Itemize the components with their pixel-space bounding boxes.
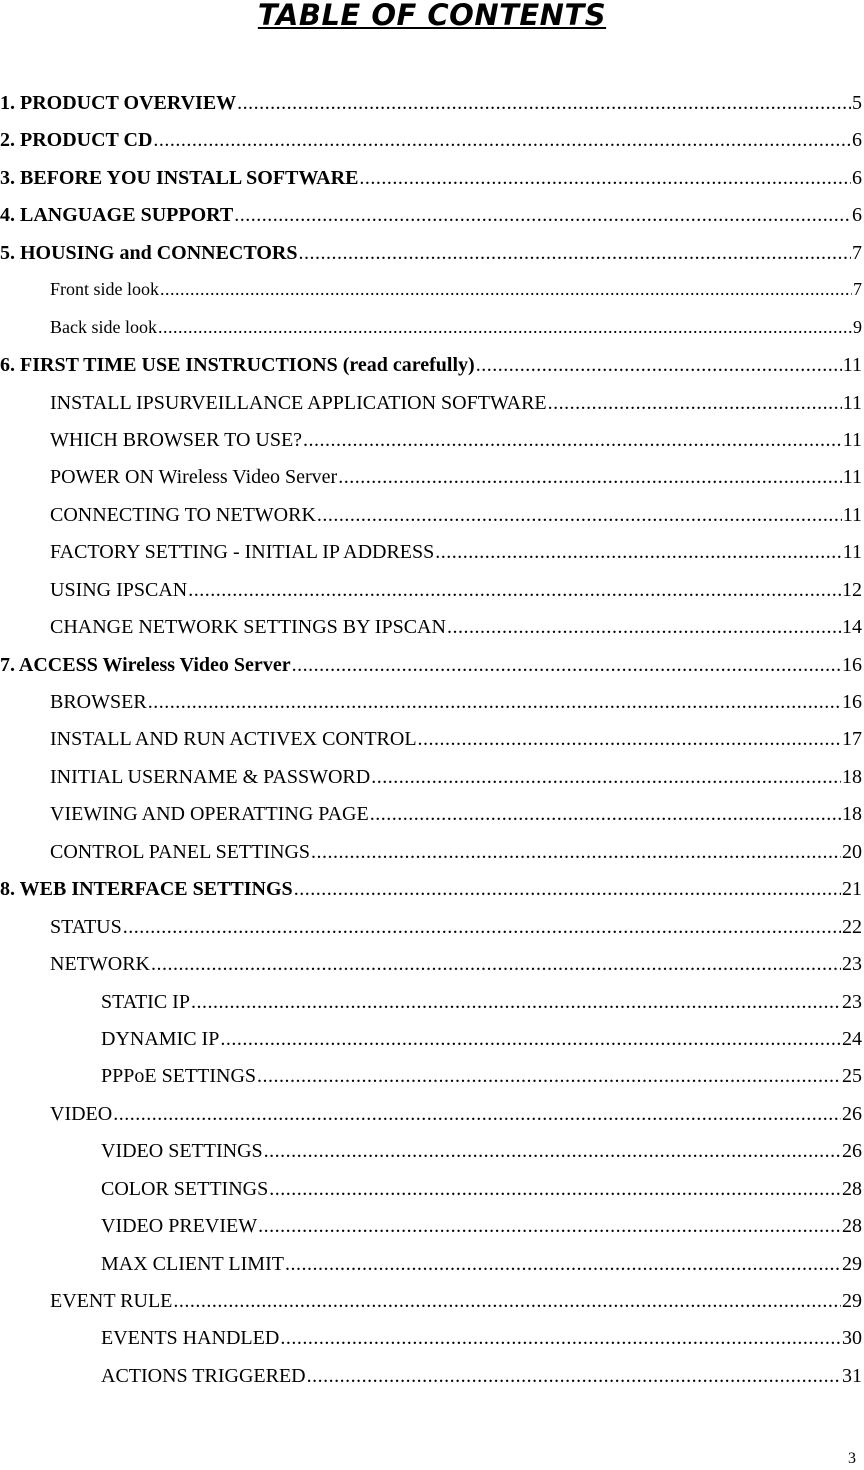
dot-leader [311, 841, 841, 864]
toc-entry-label: COLOR SETTINGS [101, 1177, 269, 1200]
toc-entry[interactable] [0, 541, 864, 578]
toc-entry-label: 4. LANGUAGE SUPPORT [0, 204, 234, 227]
dot-leader [292, 654, 841, 677]
toc-entry-page: 16 [842, 691, 862, 713]
toc-entry-label: 6. FIRST TIME USE INSTRUCTIONS (read carefully) [0, 354, 475, 377]
dot-leader [298, 242, 851, 265]
dot-leader [447, 616, 841, 639]
toc-entry-page: 6 [852, 204, 862, 227]
toc-entry-label: FACTORY SETTING - INITIAL IP ADDRESS [50, 541, 435, 564]
toc-entry[interactable] [0, 1178, 864, 1215]
dot-leader [153, 129, 851, 152]
toc-entry[interactable] [0, 691, 864, 728]
toc-entry[interactable] [0, 1215, 864, 1252]
toc-entry-label: PPPoE SETTINGS [101, 1065, 257, 1088]
toc-entry-page: 9 [853, 316, 862, 337]
toc-entry-page: 31 [842, 1364, 862, 1387]
dot-leader [158, 317, 852, 338]
toc-entry-page: 22 [842, 915, 862, 938]
toc-entry-label: EVENT RULE [50, 1290, 173, 1312]
toc-entry-page: 11 [842, 541, 862, 564]
toc-entry-page: 5 [852, 92, 862, 114]
toc-entry-page: 20 [842, 840, 862, 863]
toc-entry[interactable] [0, 429, 864, 466]
toc-entry[interactable] [0, 841, 864, 878]
dot-leader [548, 392, 842, 415]
toc-entry-label: POWER ON Wireless Video Server [50, 466, 338, 489]
dot-leader [191, 991, 841, 1014]
toc-entry-page: 18 [842, 803, 862, 826]
dot-leader [123, 916, 841, 939]
toc-entry-page: 16 [842, 653, 862, 676]
toc-entry-page: 29 [842, 1290, 862, 1312]
dot-leader [307, 1365, 841, 1388]
toc-entry[interactable] [0, 279, 864, 316]
toc-entry-label: CONTROL PANEL SETTINGS [50, 840, 311, 863]
toc-entry-label: ACTIONS TRIGGERED [101, 1364, 306, 1387]
toc-entry[interactable] [0, 953, 864, 990]
toc-entry[interactable] [0, 916, 864, 953]
toc-entry-label: VIEWING AND OPERATTING PAGE [50, 803, 369, 826]
toc-entry-label: 3. BEFORE YOU INSTALL SOFTWARE [0, 166, 359, 189]
toc-entry-page: 17 [842, 728, 862, 751]
toc-entry[interactable] [0, 1065, 864, 1102]
dot-leader [359, 167, 851, 190]
toc-entry[interactable] [0, 1290, 864, 1327]
dot-leader [317, 504, 842, 527]
toc-entry-page: 11 [842, 503, 862, 526]
toc-entry-label: VIDEO SETTINGS [101, 1140, 263, 1163]
dot-leader [151, 953, 841, 976]
toc-entry-page: 30 [842, 1327, 862, 1350]
dot-leader [258, 1215, 841, 1238]
toc-entry-page: 25 [842, 1065, 862, 1088]
toc-entry-label: VIDEO [50, 1102, 113, 1125]
toc-entry[interactable] [0, 878, 864, 915]
toc-entry-page: 23 [842, 953, 862, 976]
toc-entry-label: 7. ACCESS Wireless Video Server [0, 653, 291, 676]
toc-entry[interactable] [0, 1103, 864, 1140]
toc-entry[interactable] [0, 616, 864, 653]
dot-leader [370, 803, 841, 826]
toc-entry[interactable] [0, 1365, 864, 1402]
toc-entry-page: 11 [842, 391, 862, 414]
toc-entry-page: 28 [842, 1177, 862, 1200]
toc-entry[interactable] [0, 92, 864, 129]
toc-entry-label: USING IPSCAN [50, 578, 188, 601]
dot-leader [264, 1140, 841, 1163]
toc-entry-page: 12 [842, 578, 862, 601]
toc-entry-label: EVENTS HANDLED [101, 1327, 280, 1350]
dot-leader [269, 1178, 841, 1201]
toc-entry-label: DYNAMIC IP [101, 1027, 220, 1050]
toc-entry-label: STATIC IP [101, 990, 190, 1013]
toc-entry-label: Back side look [50, 316, 157, 337]
dot-leader [280, 1327, 841, 1350]
toc-entry-label: INSTALL AND RUN ACTIVEX CONTROL [50, 728, 417, 751]
toc-entry-label: Front side look [50, 279, 160, 300]
toc-entry[interactable] [0, 317, 864, 354]
dot-leader [294, 878, 841, 901]
toc-entry[interactable] [0, 1140, 864, 1177]
page-number: 3 [848, 1450, 856, 1467]
dot-leader [148, 691, 841, 714]
dot-leader [257, 1065, 841, 1088]
page-title: TABLE OF CONTENTS [257, 0, 607, 32]
toc-entry[interactable] [0, 1028, 864, 1065]
toc-entry-label: VIDEO PREVIEW [101, 1215, 258, 1238]
toc-entry[interactable] [0, 129, 864, 166]
dot-leader [371, 766, 841, 789]
toc-entry[interactable] [0, 1327, 864, 1364]
toc-entry[interactable] [0, 728, 864, 765]
dot-leader [188, 579, 841, 602]
dot-leader [237, 92, 851, 115]
toc-entry[interactable] [0, 766, 864, 803]
toc-entry[interactable] [0, 204, 864, 241]
toc-entry[interactable] [0, 242, 864, 279]
toc-entry-label: 1. PRODUCT OVERVIEW [0, 92, 237, 114]
toc-entry-label: NETWORK [50, 953, 150, 976]
dot-leader [234, 204, 851, 227]
toc-entry-label: CHANGE NETWORK SETTINGS BY IPSCAN [50, 616, 446, 639]
toc-entry[interactable] [0, 991, 864, 1028]
toc-entry[interactable] [0, 504, 864, 541]
toc-entry-label: STATUS [50, 915, 122, 938]
toc-entry-page: 11 [842, 466, 862, 489]
toc-entry-page: 14 [842, 616, 862, 639]
dot-leader [338, 466, 842, 489]
toc-entry[interactable] [0, 579, 864, 616]
toc-entry-label: INITIAL USERNAME & PASSWORD [50, 765, 371, 788]
toc-entry-label: 2. PRODUCT CD [0, 129, 153, 152]
toc-entry-page: 7 [853, 279, 862, 300]
toc-entry-label: MAX CLIENT LIMIT [101, 1252, 284, 1275]
toc-entry[interactable] [0, 392, 864, 429]
toc-entry-page: 6 [852, 166, 862, 189]
toc-entry-label: INSTALL IPSURVEILLANCE APPLICATION SOFTWARE [50, 391, 547, 414]
dot-leader [113, 1103, 841, 1126]
toc-entry[interactable] [0, 466, 864, 503]
toc-entry[interactable] [0, 803, 864, 840]
toc-entry-page: 24 [842, 1027, 862, 1050]
toc-entry[interactable] [0, 354, 864, 391]
toc-entry-label: WHICH BROWSER TO USE? [50, 428, 303, 451]
toc-entry-label: 5. HOUSING and CONNECTORS [0, 241, 298, 264]
dot-leader [160, 279, 852, 300]
toc-entry-page: 7 [852, 241, 862, 264]
toc-entry-page: 26 [842, 1140, 862, 1163]
toc-entry-page: 11 [842, 354, 862, 377]
table-of-contents [0, 92, 864, 1402]
toc-entry-label: CONNECTING TO NETWORK [50, 503, 316, 526]
toc-entry-page: 26 [842, 1102, 862, 1125]
dot-leader [173, 1290, 841, 1313]
toc-entry-page: 29 [842, 1252, 862, 1275]
toc-entry[interactable] [0, 654, 864, 691]
dot-leader [418, 728, 841, 751]
toc-entry-page: 18 [842, 765, 862, 788]
toc-entry-label: 8. WEB INTERFACE SETTINGS [0, 878, 293, 901]
toc-entry-label: BROWSER [50, 691, 147, 713]
toc-entry-page: 6 [852, 129, 862, 152]
toc-entry-page: 21 [842, 878, 862, 901]
toc-entry-page: 11 [842, 428, 862, 451]
dot-leader [303, 429, 842, 452]
toc-entry-page: 28 [842, 1215, 862, 1238]
dot-leader [435, 541, 841, 564]
toc-entry[interactable] [0, 167, 864, 204]
toc-entry-page: 23 [842, 990, 862, 1013]
dot-leader [476, 354, 842, 377]
dot-leader [220, 1028, 841, 1051]
dot-leader [285, 1253, 841, 1276]
toc-entry[interactable] [0, 1253, 864, 1290]
